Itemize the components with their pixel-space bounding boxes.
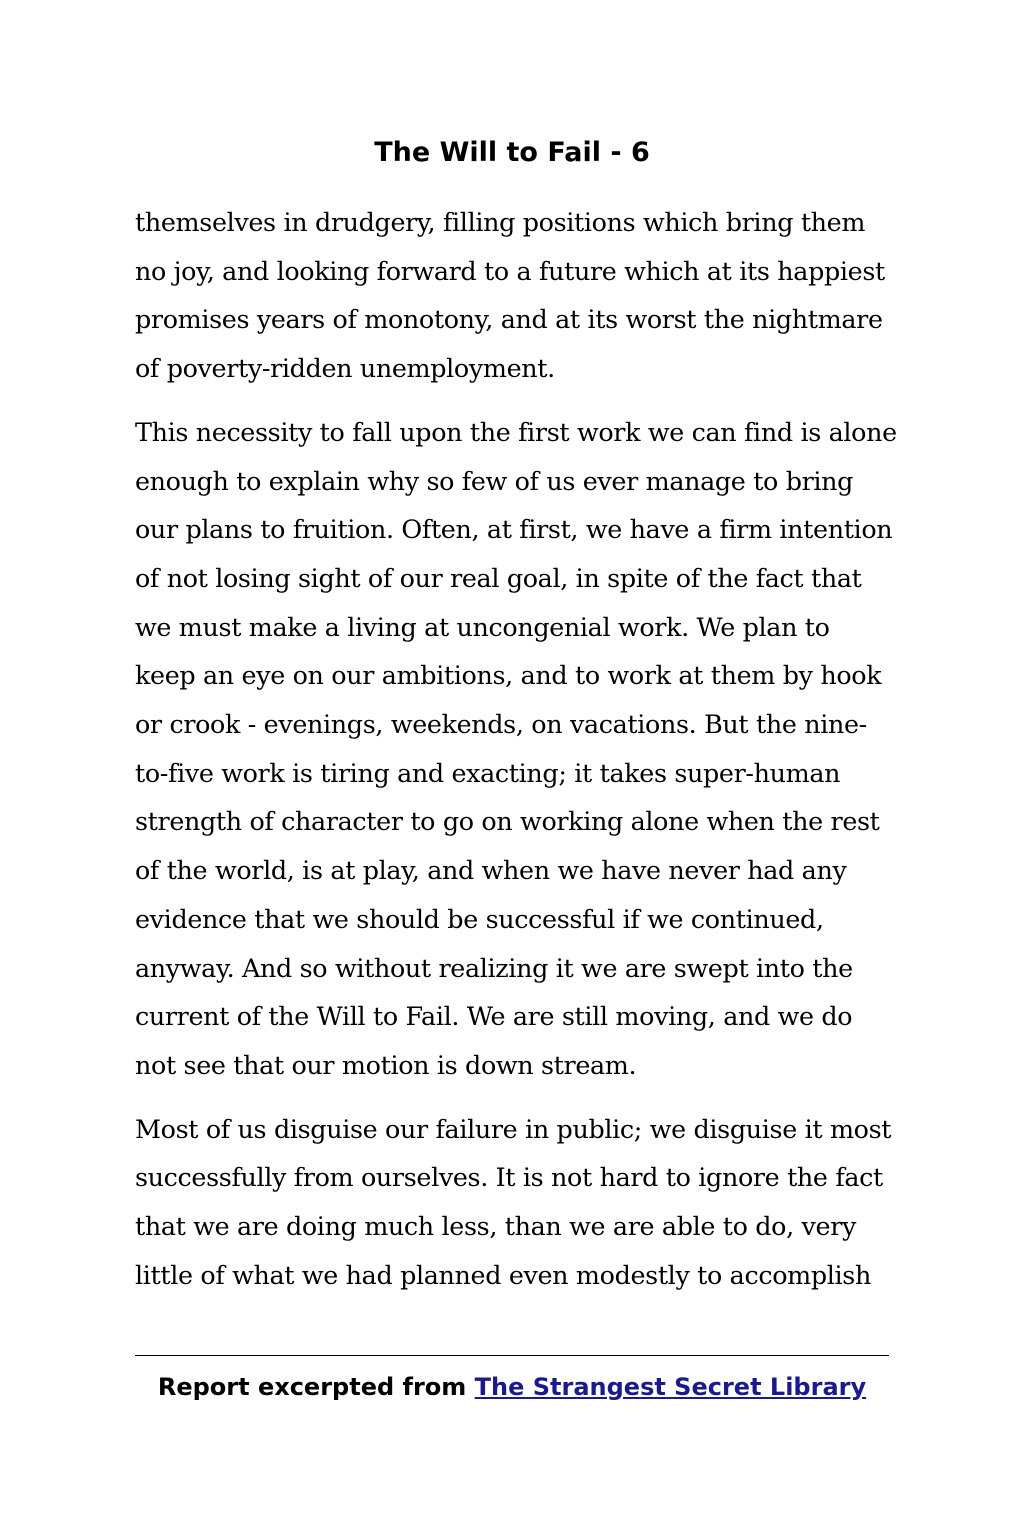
text-line: strength of character to go on working alone when the rest: [135, 806, 880, 837]
text-line: our plans to fruition. Often, at first, we have a firm intention: [135, 514, 893, 545]
text-line: or crook - evenings, weekends, on vacations. But the nine-: [135, 709, 867, 740]
library-link[interactable]: The Strangest Secret Library: [474, 1373, 867, 1401]
text-line: promises years of monotony, and at its worst the nightmare: [135, 304, 883, 335]
footer-divider: [135, 1355, 889, 1356]
text-line: anyway. And so without realizing it we are swept into the: [135, 952, 853, 983]
paragraph-3: [135, 1105, 897, 1300]
text-line: that we are doing much less, than we are able to do, very: [135, 1211, 857, 1242]
footer: [0, 1367, 1024, 1407]
text-line: current of the Will to Fail. We are still moving, and we do: [135, 1001, 853, 1032]
footer-prefix: Report excerpted from: [157, 1373, 475, 1401]
text-line: Most of us disguise our failure in public; we disguise it most: [135, 1113, 892, 1144]
text-line: This necessity to fall upon the first work we can find is alone: [135, 416, 897, 447]
text-line: no joy, and looking forward to a future which at its happiest: [135, 255, 885, 286]
page-title: The Will to Fail - 6: [374, 137, 650, 168]
body-text: [135, 198, 897, 1314]
text-line: we must make a living at uncongenial work. We plan to: [135, 611, 830, 642]
text-line: of the world, is at play, and when we have never had any: [135, 855, 847, 886]
text-line: not see that our motion is down stream.: [135, 1049, 637, 1080]
text-line: to-five work is tiring and exacting; it takes super-human: [135, 757, 841, 788]
text-line: successfully from ourselves. It is not hard to ignore the fact: [135, 1162, 883, 1193]
paragraph-1: [135, 198, 897, 393]
text-line: themselves in drudgery, filling positions which bring them: [135, 207, 866, 237]
text-line: evidence that we should be successful if we continued,: [135, 903, 824, 934]
text-line: of not losing sight of our real goal, in spite of the fact that: [135, 562, 862, 593]
text-line: little of what we had planned even modestly to accomplish: [135, 1259, 871, 1290]
text-line: of poverty-ridden unemployment.: [135, 353, 555, 384]
text-line: enough to explain why so few of us ever manage to bring: [135, 465, 854, 496]
text-line: keep an eye on our ambitions, and to work at them by hook: [135, 660, 882, 691]
paragraph-2: [135, 408, 897, 1090]
